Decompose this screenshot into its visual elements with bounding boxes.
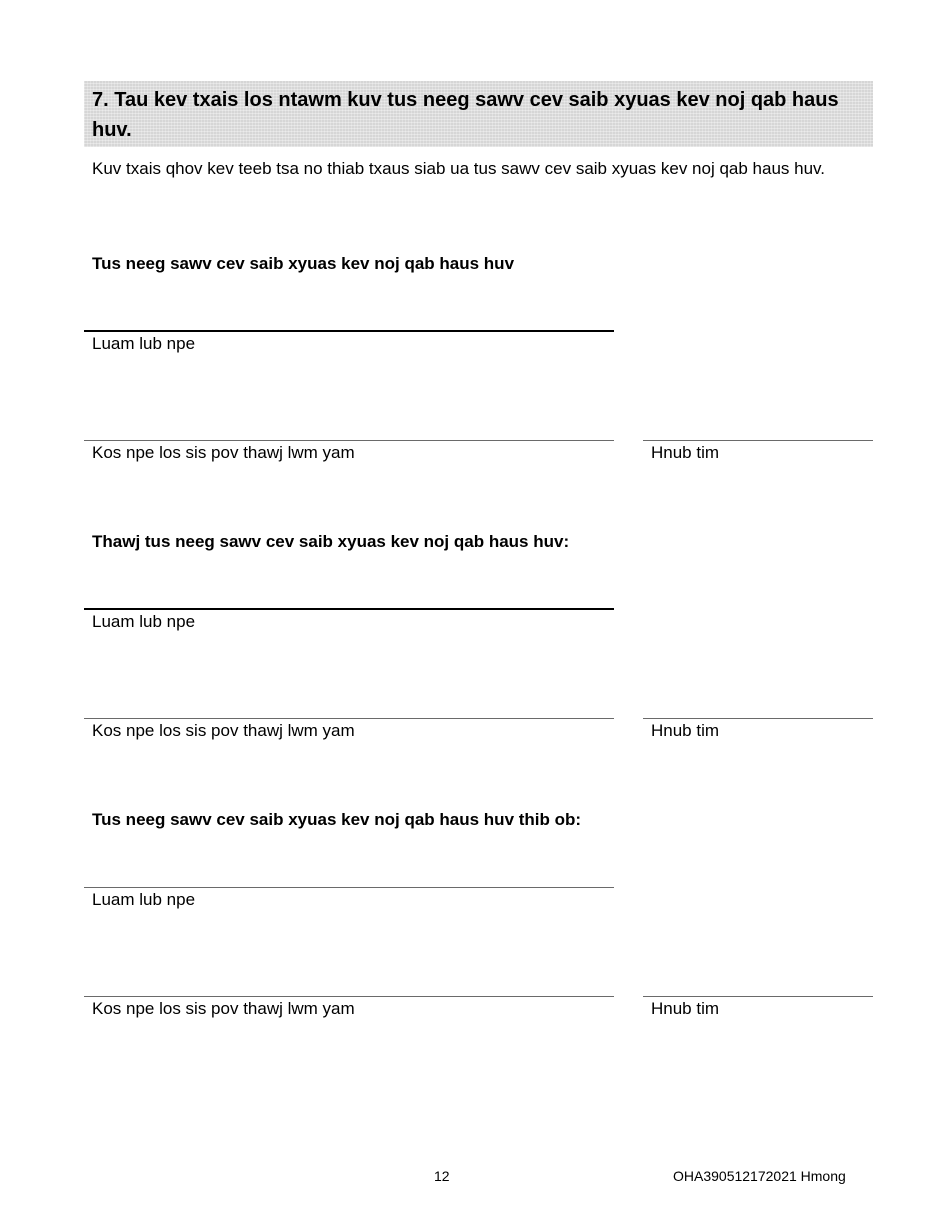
block-1-signature-label: Kos npe los sis pov thawj lwm yam — [92, 443, 355, 462]
block-3-signature-label: Kos npe los sis pov thawj lwm yam — [92, 999, 355, 1018]
block-1-date-label: Hnub tim — [651, 443, 720, 462]
block-1-date-line[interactable] — [643, 440, 873, 441]
block-2-signature-line[interactable] — [84, 718, 614, 719]
section-intro: Kuv txais qhov kev teeb tsa no thiab txaus siab ua tus sawv cev saib xyuas kev noj qab haus huv. — [92, 159, 825, 178]
block-2-name-label: Luam lub npe — [92, 612, 196, 631]
block-2-date-label: Hnub tim — [651, 721, 720, 740]
block-1-signature-line[interactable] — [84, 440, 614, 441]
form-code: OHA390512172021 Hmong — [673, 1168, 846, 1184]
block-3-date-label: Hnub tim — [651, 999, 720, 1018]
section-title: 7. Tau kev txais los ntawm kuv tus neeg sawv cev saib xyuas kev noj qab haus huv. — [84, 81, 873, 147]
block-2-heading: Thawj tus neeg sawv cev saib xyuas kev noj qab haus huv: — [92, 532, 570, 551]
block-2-date-line[interactable] — [643, 718, 873, 719]
block-3-name-line[interactable] — [84, 887, 614, 888]
page-number: 12 — [434, 1168, 450, 1184]
block-1-name-label: Luam lub npe — [92, 334, 196, 353]
block-3-signature-line[interactable] — [84, 996, 614, 997]
block-1-heading: Tus neeg sawv cev saib xyuas kev noj qab haus huv — [92, 254, 515, 273]
block-3-name-label: Luam lub npe — [92, 890, 196, 909]
block-1-name-line[interactable] — [84, 330, 614, 332]
block-2-signature-label: Kos npe los sis pov thawj lwm yam — [92, 721, 355, 740]
block-3-date-line[interactable] — [643, 996, 873, 997]
block-3-heading: Tus neeg sawv cev saib xyuas kev noj qab haus huv thib ob: — [92, 810, 582, 829]
block-2-name-line[interactable] — [84, 608, 614, 610]
